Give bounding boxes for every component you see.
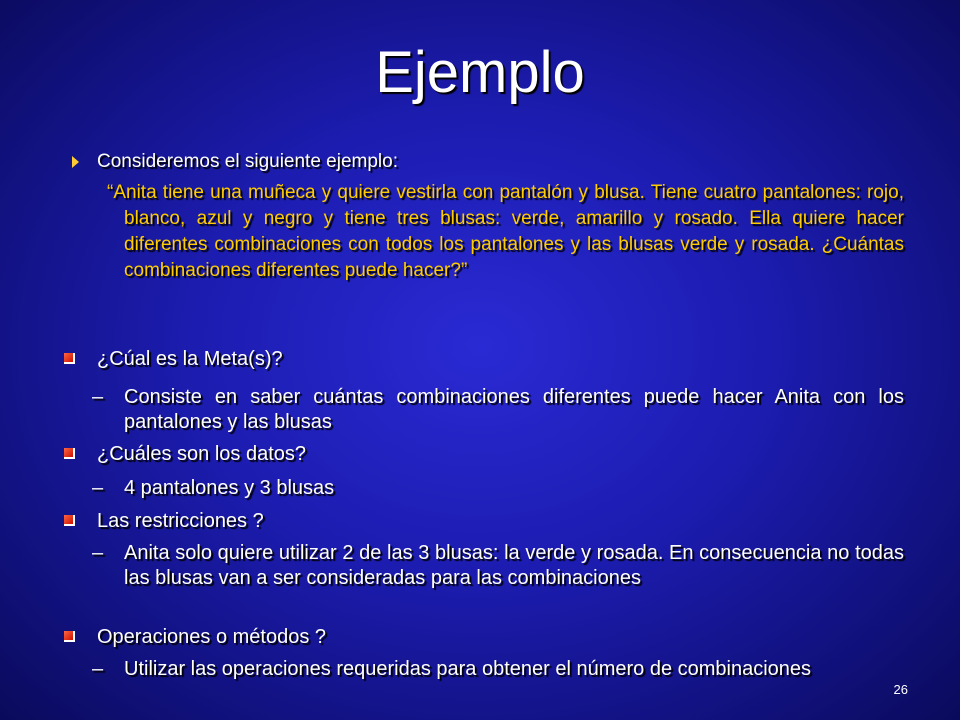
square-bullet-icon xyxy=(64,515,75,526)
intro-text: Consideremos el siguiente ejemplo: xyxy=(97,151,398,172)
arrow-bullet-icon xyxy=(72,156,79,168)
dash: – xyxy=(92,658,104,680)
item-label: ¿Cúal es la Meta(s)? xyxy=(97,348,283,370)
square-bullet-icon xyxy=(64,353,75,364)
dash: – xyxy=(92,542,104,564)
dash: – xyxy=(92,386,104,408)
dash: – xyxy=(92,477,104,499)
item-label: Operaciones o métodos ? xyxy=(97,626,327,648)
slide-title: Ejemplo xyxy=(375,40,585,105)
item-label: ¿Cuáles son los datos? xyxy=(97,443,307,465)
item-label: Las restricciones ? xyxy=(97,510,264,532)
sub-item-text: Utilizar las operaciones requeridas para obtener el número de combinaciones xyxy=(124,658,812,680)
sub-item-text: 4 pantalones y 3 blusas xyxy=(124,477,335,499)
square-bullet-icon xyxy=(64,448,75,459)
page-number: 26 xyxy=(893,682,908,697)
example-quote: “Anita tiene una muñeca y quiere vestirla con pantalón y blusa. Tiene cuatro pantalones: rojo, blanco, azul y negro y tiene tres blusas: verde, amarillo y rosado. Ella quiere hacer diferentes combinaciones con todos los pantalones y las blusas verde y rosada. ¿Cuántas combinaciones diferentes puede hacer?” xyxy=(107,182,904,281)
sub-item-text: Consiste en saber cuántas combinaciones diferentes puede hacer Anita con los pantalones y las blusas xyxy=(124,386,904,433)
sub-item-text: Anita solo quiere utilizar 2 de las 3 blusas: la verde y rosada. En consecuencia no todas las blusas van a ser consideradas para las combinaciones xyxy=(124,542,904,589)
square-bullet-icon xyxy=(64,631,75,642)
